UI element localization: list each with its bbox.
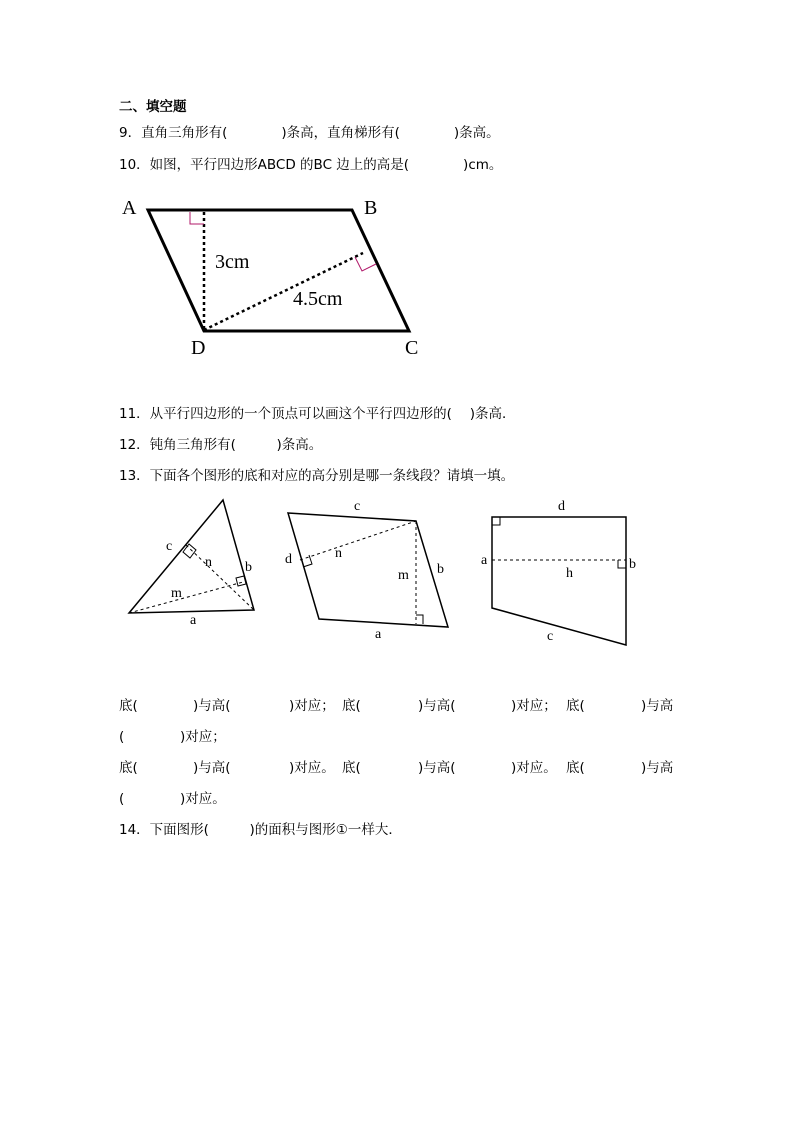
parallelogram-label-d: d [285, 552, 292, 567]
trapezoid-label-b: b [629, 557, 636, 572]
trapezoid-label-c: c [547, 629, 554, 644]
triangle-figure [129, 500, 254, 628]
trapezoid-shape [492, 517, 626, 645]
trapezoid-label-a: a [481, 553, 488, 568]
answer-text: 底( [342, 698, 361, 714]
trapezoid-right-angle-b [618, 560, 626, 568]
height-4-5cm-label: 4.5cm [293, 288, 343, 310]
question-10: 10．如图，平行四边形ABCD 的BC 边上的高是( )cm。 [119, 157, 503, 173]
answer-text: 底( [566, 760, 585, 776]
answer-text: 底( [119, 698, 138, 714]
trapezoid-label-d: d [558, 499, 565, 514]
triangle-label-m: m [171, 586, 182, 601]
triangle-height-n [186, 545, 254, 610]
triangle-label-c: c [166, 539, 173, 554]
answer-text: 底( [119, 760, 138, 776]
parallelogram-shape [288, 513, 448, 627]
parallelogram-label-b: b [437, 562, 444, 577]
parallelogram-figure [285, 499, 448, 642]
parallelogram-right-angle-a [416, 615, 423, 624]
answer-text: )与高( [418, 698, 456, 714]
question-12: 12．钝角三角形有( )条高。 [119, 437, 323, 453]
parallelogram-label-c: c [354, 499, 361, 514]
vertex-a-label: A [122, 197, 137, 219]
trapezoid-right-angle-top [492, 517, 500, 525]
parallelogram-label-n: n [335, 546, 342, 561]
triangle-label-b: b [245, 560, 252, 575]
answer-text: )对应； [180, 729, 226, 745]
parallelogram-label-a: a [375, 627, 382, 642]
answer-text: )对应； [511, 698, 557, 714]
trapezoid-label-h: h [566, 566, 573, 581]
vertex-c-label: C [405, 337, 419, 359]
answer-text: )对应。 [180, 791, 226, 807]
parallelogram-label-m: m [398, 568, 409, 583]
triangle-right-angle-b [236, 576, 246, 586]
triangle-label-a: a [190, 613, 197, 628]
triangle-label-n: n [205, 555, 212, 570]
answer-text: ( [119, 729, 125, 745]
answer-text: )对应。 [511, 760, 557, 776]
answer-text: 底( [342, 760, 361, 776]
question-14: 14．下面图形( )的面积与图形①一样大． [119, 822, 402, 838]
answer-text: )与高 [641, 760, 674, 776]
answer-text: 底( [566, 698, 585, 714]
answer-text: )与高 [641, 698, 674, 714]
triangle-height-m [129, 582, 243, 613]
height-3cm-label: 3cm [215, 251, 250, 273]
parallelogram-right-angle-d [303, 555, 312, 567]
answer-text: ( [119, 791, 125, 807]
vertex-d-label: D [191, 337, 206, 359]
parallelogram-height-n [300, 521, 416, 560]
answer-text: )与高( [193, 760, 231, 776]
vertex-b-label: B [364, 197, 378, 219]
question-9: 9．直角三角形有( )条高，直角梯形有( )条高。 [119, 125, 500, 141]
answer-text: )与高( [193, 698, 231, 714]
trapezoid-figure [481, 499, 636, 645]
answer-text: )对应； [289, 698, 335, 714]
question-13: 13．下面各个图形的底和对应的高分别是哪一条线段？请填一填。 [119, 468, 515, 484]
section-title: 二、填空题 [119, 99, 187, 115]
answer-text: )与高( [418, 760, 456, 776]
answer-text: )对应。 [289, 760, 335, 776]
question-11: 11．从平行四边形的一个顶点可以画这个平行四边形的( )条高． [119, 406, 516, 422]
